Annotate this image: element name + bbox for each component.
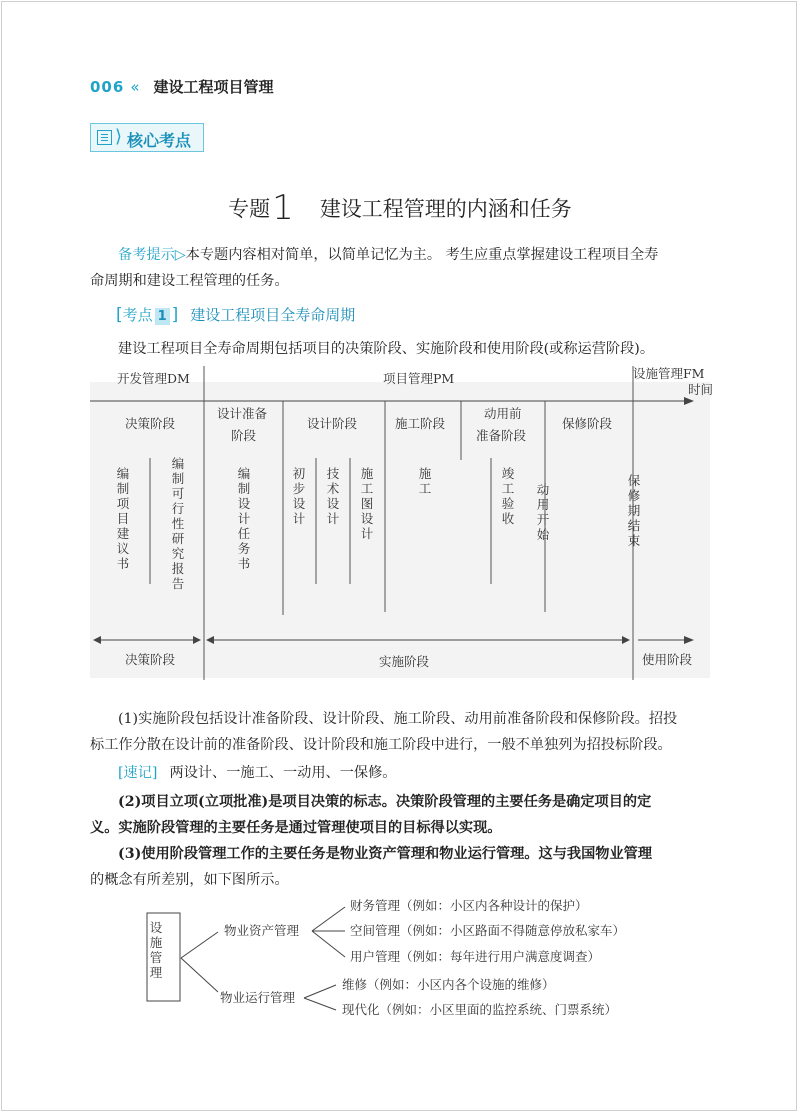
bracket-icon: ⟩ — [115, 126, 123, 147]
memo-text: 两设计、一施工、一动用、一保修。 — [169, 765, 397, 781]
topic-prefix: 专题 — [228, 197, 271, 221]
task-feasibility: 编制可行性研究报告 — [171, 456, 185, 591]
tip-label: 备考提示▷ — [118, 247, 186, 263]
fm-label: 设施管理FM — [633, 366, 705, 381]
stage-design-prep-2: 阶段 — [231, 428, 257, 443]
p3-line1: (3)使用阶段管理工作的主要任务是物业资产管理和物业运行管理。这与我国物业管理 — [118, 846, 653, 862]
memo-label: [速记] — [118, 765, 158, 781]
bracket-close: ] — [171, 305, 179, 325]
asset-item-space: 空间管理（例如：小区路面不得随意停放私家车） — [350, 923, 626, 938]
stage-construction: 施工阶段 — [395, 416, 446, 431]
book-title: 建设工程项目管理 — [153, 78, 274, 96]
stage-warranty: 保修阶段 — [562, 416, 613, 431]
asset-item-finance: 财务管理（例如：小区内各种设计的保护） — [350, 898, 588, 913]
task-drawing: 施工图设计 — [360, 466, 374, 541]
bottom-use: 使用阶段 — [642, 652, 693, 667]
topic-number: 1 — [272, 188, 294, 228]
kaodian-label: 考点 — [122, 306, 153, 324]
stage-design: 设计阶段 — [307, 416, 358, 431]
tip-line2: 命周期和建设工程管理的任务。 — [90, 273, 289, 289]
task-acceptance: 竣工验收 — [501, 466, 515, 526]
task-warranty-end: 保修期结束 — [627, 473, 641, 548]
task-construction: 施工 — [418, 466, 432, 496]
paragraph-1 — [90, 706, 715, 758]
task-preliminary: 初步设计 — [292, 466, 306, 526]
task-proposal: 编制项目建议书 — [116, 466, 130, 571]
badge-label: 核心考点 — [127, 131, 192, 150]
pm-label: 项目管理PM — [383, 371, 455, 386]
tip-line1: 本专题内容相对简单，以简单记忆为主。 考生应重点掌握建设工程项目全寿 — [185, 247, 659, 263]
task-technical: 技术设计 — [326, 466, 340, 526]
kaodian-number: 1 — [155, 308, 170, 325]
p2-line2: 义。实施阶段管理的主要任务是通过管理使项目的目标得以实现。 — [90, 820, 502, 836]
dm-label: 开发管理DM — [117, 371, 190, 386]
stage-decision: 决策阶段 — [125, 416, 176, 431]
stage-design-prep-1: 设计准备 — [217, 406, 268, 421]
branch-line — [304, 998, 336, 1010]
p2-line1: (2)项目立项(立项批准)是项目决策的标志。决策阶段管理的主要任务是确定项目的定 — [118, 794, 652, 810]
intro-text: 建设工程项目全寿命周期包括项目的决策阶段、实施阶段和使用阶段(或称运营阶段)。 — [118, 341, 655, 357]
branch-line — [181, 932, 218, 958]
bottom-implementation: 实施阶段 — [379, 654, 430, 669]
p1-line2: 标工作分散在设计前的准备阶段、设计阶段和施工阶段中进行，一般不单独列为招投标阶段。 — [90, 737, 672, 753]
branch-line — [304, 985, 336, 998]
paragraph-3 — [90, 841, 715, 893]
fm-asset: 物业资产管理 — [224, 923, 300, 938]
paragraph-2 — [90, 789, 715, 841]
bottom-decision: 决策阶段 — [125, 652, 176, 667]
asset-item-user: 用户管理（例如：每年进行用户满意度调查） — [350, 949, 601, 964]
task-design-brief: 编制设计任务书 — [237, 466, 251, 571]
branch-line — [181, 958, 218, 992]
p3-line2: 的概念有所差别，如下图所示。 — [90, 872, 289, 888]
stage-preuse-1: 动用前 — [484, 406, 522, 421]
ops-item-modern: 现代化（例如：小区里面的监控系统、门票系统） — [342, 1002, 618, 1017]
ops-item-repair: 维修（例如：小区内各个设施的维修） — [342, 977, 555, 992]
p1-line1: (1)实施阶段包括设计准备阶段、设计阶段、施工阶段、动用前准备阶段和保修阶段。招投 — [118, 711, 678, 727]
fm-ops: 物业运行管理 — [220, 990, 296, 1005]
bracket-open: [ — [116, 305, 123, 325]
chevron-left-icon: « — [130, 78, 140, 96]
fm-root: 设施管理 — [149, 920, 163, 980]
topic-text: 建设工程管理的内涵和任务 — [319, 197, 572, 221]
task-use-start: 动用开始 — [536, 482, 550, 542]
stage-preuse-2: 准备阶段 — [476, 428, 527, 443]
branch-line — [312, 907, 345, 931]
time-label: 时间 — [688, 382, 714, 397]
kaodian-title: 建设工程项目全寿命周期 — [190, 306, 356, 324]
page-number: 006 — [90, 78, 125, 96]
quick-memo — [90, 760, 715, 786]
branch-line — [312, 931, 345, 957]
